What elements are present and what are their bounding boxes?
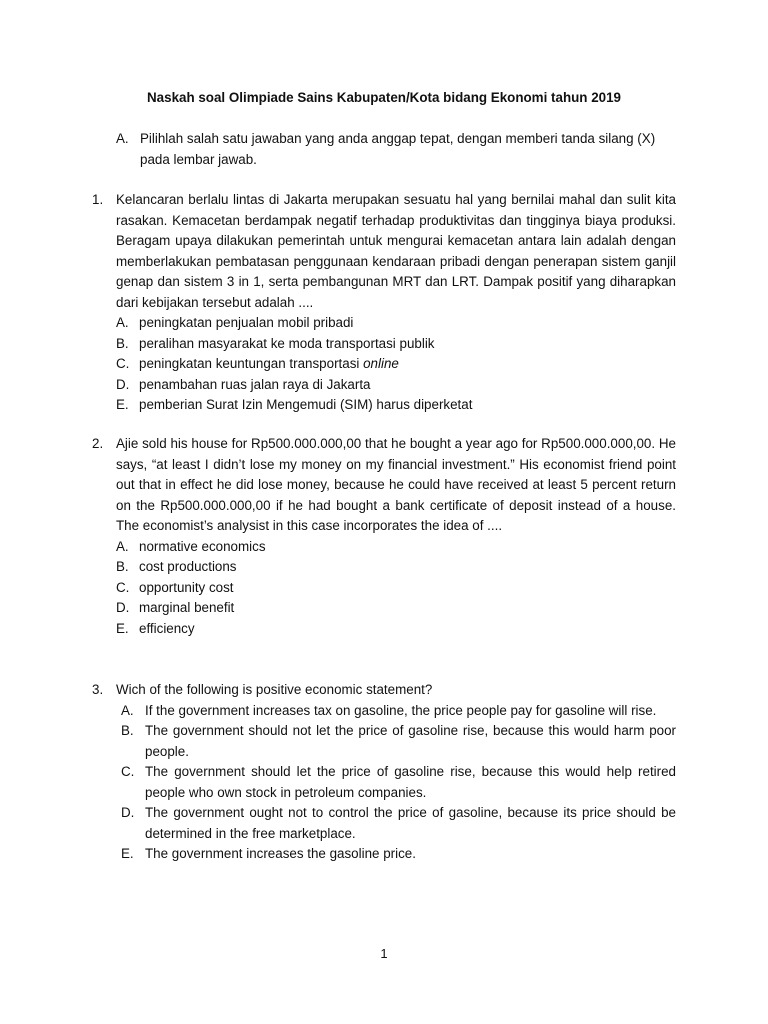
option-label: B. xyxy=(116,335,129,351)
option-d xyxy=(116,598,676,619)
option-text: pemberian Surat Izin Mengemudi (SIM) harus diperketat xyxy=(139,397,473,412)
option-text: penambahan ruas jalan raya di Jakarta xyxy=(139,376,371,392)
option-b xyxy=(116,334,676,355)
option-a xyxy=(121,701,676,722)
option-text: The government should not let the price of gasoline rise, because this would harm poor people. xyxy=(145,723,676,759)
instruction-label: A. xyxy=(116,131,129,146)
option-text: peningkatan keuntungan transportasi xyxy=(139,356,364,371)
option-list xyxy=(92,537,676,640)
option-label: D. xyxy=(121,805,135,820)
option-label: A. xyxy=(121,702,134,718)
option-label: C. xyxy=(116,579,130,595)
option-label: E. xyxy=(116,397,129,412)
question-stem: Kelancaran berlalu lintas di Jakarta merupakan sesuatu hal yang bernilai mahal dan sulit kita rasakan. Kemacetan berdampak negatif terhadap produktivitas dan tingginya biaya produksi. Beragam upaya dilakukan pemerintah untuk mengurai kemacetan antara lain adalah dengan memberlakukan pembatasan penggunaan kendaraan pribadi dengan penerapan sistem ganjil genap dan sistem 3 in 1, serta pembangunan MRT dan LRT. Dampak positif yang diharapkan dari kebijakan tersebut adalah .... xyxy=(116,192,676,310)
option-text: peralihan masyarakat ke moda transportasi publik xyxy=(139,335,435,351)
option-text: opportunity cost xyxy=(139,579,234,595)
question-stem: Wich of the following is positive economic statement? xyxy=(116,682,433,697)
option-list xyxy=(92,313,676,416)
option-b xyxy=(121,721,676,762)
question-number: 2. xyxy=(92,436,104,451)
option-text: The government ought not to control the price of gasoline, because its price should be determined in the free marketplace. xyxy=(145,805,676,841)
question-stem: Ajie sold his house for Rp500.000.000,00 that he bought a year ago for Rp500.000.000,00. He says, “at least I didn’t lose my money on my financial investment.” His economist friend point out that in effect he did lose money, because he could have received at least 5 percent return on the Rp500.000.000,00 if he had bought a bank certificate of deposit instead of a house. The economist’s analysist in this case incorporates the idea of .... xyxy=(116,436,676,533)
option-text-italic: online xyxy=(363,356,399,371)
page-title: Naskah soal Olimpiade Sains Kabupaten/Kota bidang Ekonomi tahun 2019 xyxy=(147,90,621,105)
instruction xyxy=(116,129,661,170)
option-label: D. xyxy=(116,376,130,392)
option-c xyxy=(116,354,676,375)
option-text: If the government increases tax on gasoline, the price people pay for gasoline will rise. xyxy=(145,702,657,718)
option-text: The government increases the gasoline price. xyxy=(145,846,416,861)
option-a xyxy=(116,313,676,334)
question-number: 3. xyxy=(92,682,104,697)
option-a xyxy=(116,537,676,558)
option-text-wrap xyxy=(139,354,676,375)
option-label: A. xyxy=(116,538,129,554)
option-label: C. xyxy=(116,356,130,371)
question-1 xyxy=(92,190,676,416)
option-label: C. xyxy=(121,764,135,779)
option-text: peningkatan penjualan mobil pribadi xyxy=(139,315,354,330)
option-d xyxy=(116,375,676,396)
option-text: marginal benefit xyxy=(139,600,235,615)
page-number: 1 xyxy=(380,946,388,961)
option-text: efficiency xyxy=(139,620,195,636)
option-text: The government should let the price of gasoline rise, because this would help retired people who own stock in petroleum companies. xyxy=(145,764,676,800)
option-label: B. xyxy=(121,723,134,738)
option-label: B. xyxy=(116,559,129,574)
question-number: 1. xyxy=(92,192,104,207)
option-label: D. xyxy=(116,600,130,615)
question-3 xyxy=(92,680,676,865)
option-e xyxy=(121,844,676,865)
option-c xyxy=(121,762,676,803)
option-label: A. xyxy=(116,315,129,330)
option-text: normative economics xyxy=(139,538,266,554)
option-e xyxy=(116,619,676,640)
option-e xyxy=(116,395,676,416)
option-label: E. xyxy=(121,846,134,861)
option-c xyxy=(116,578,676,599)
question-2 xyxy=(92,434,676,639)
option-label: E. xyxy=(116,620,129,636)
option-text: cost productions xyxy=(139,559,237,574)
instruction-text: Pilihlah salah satu jawaban yang anda anggap tepat, dengan memberi tanda silang (X) pada lembar jawab. xyxy=(140,131,656,167)
option-list xyxy=(92,701,676,865)
option-b xyxy=(116,557,676,578)
option-d xyxy=(121,803,676,844)
